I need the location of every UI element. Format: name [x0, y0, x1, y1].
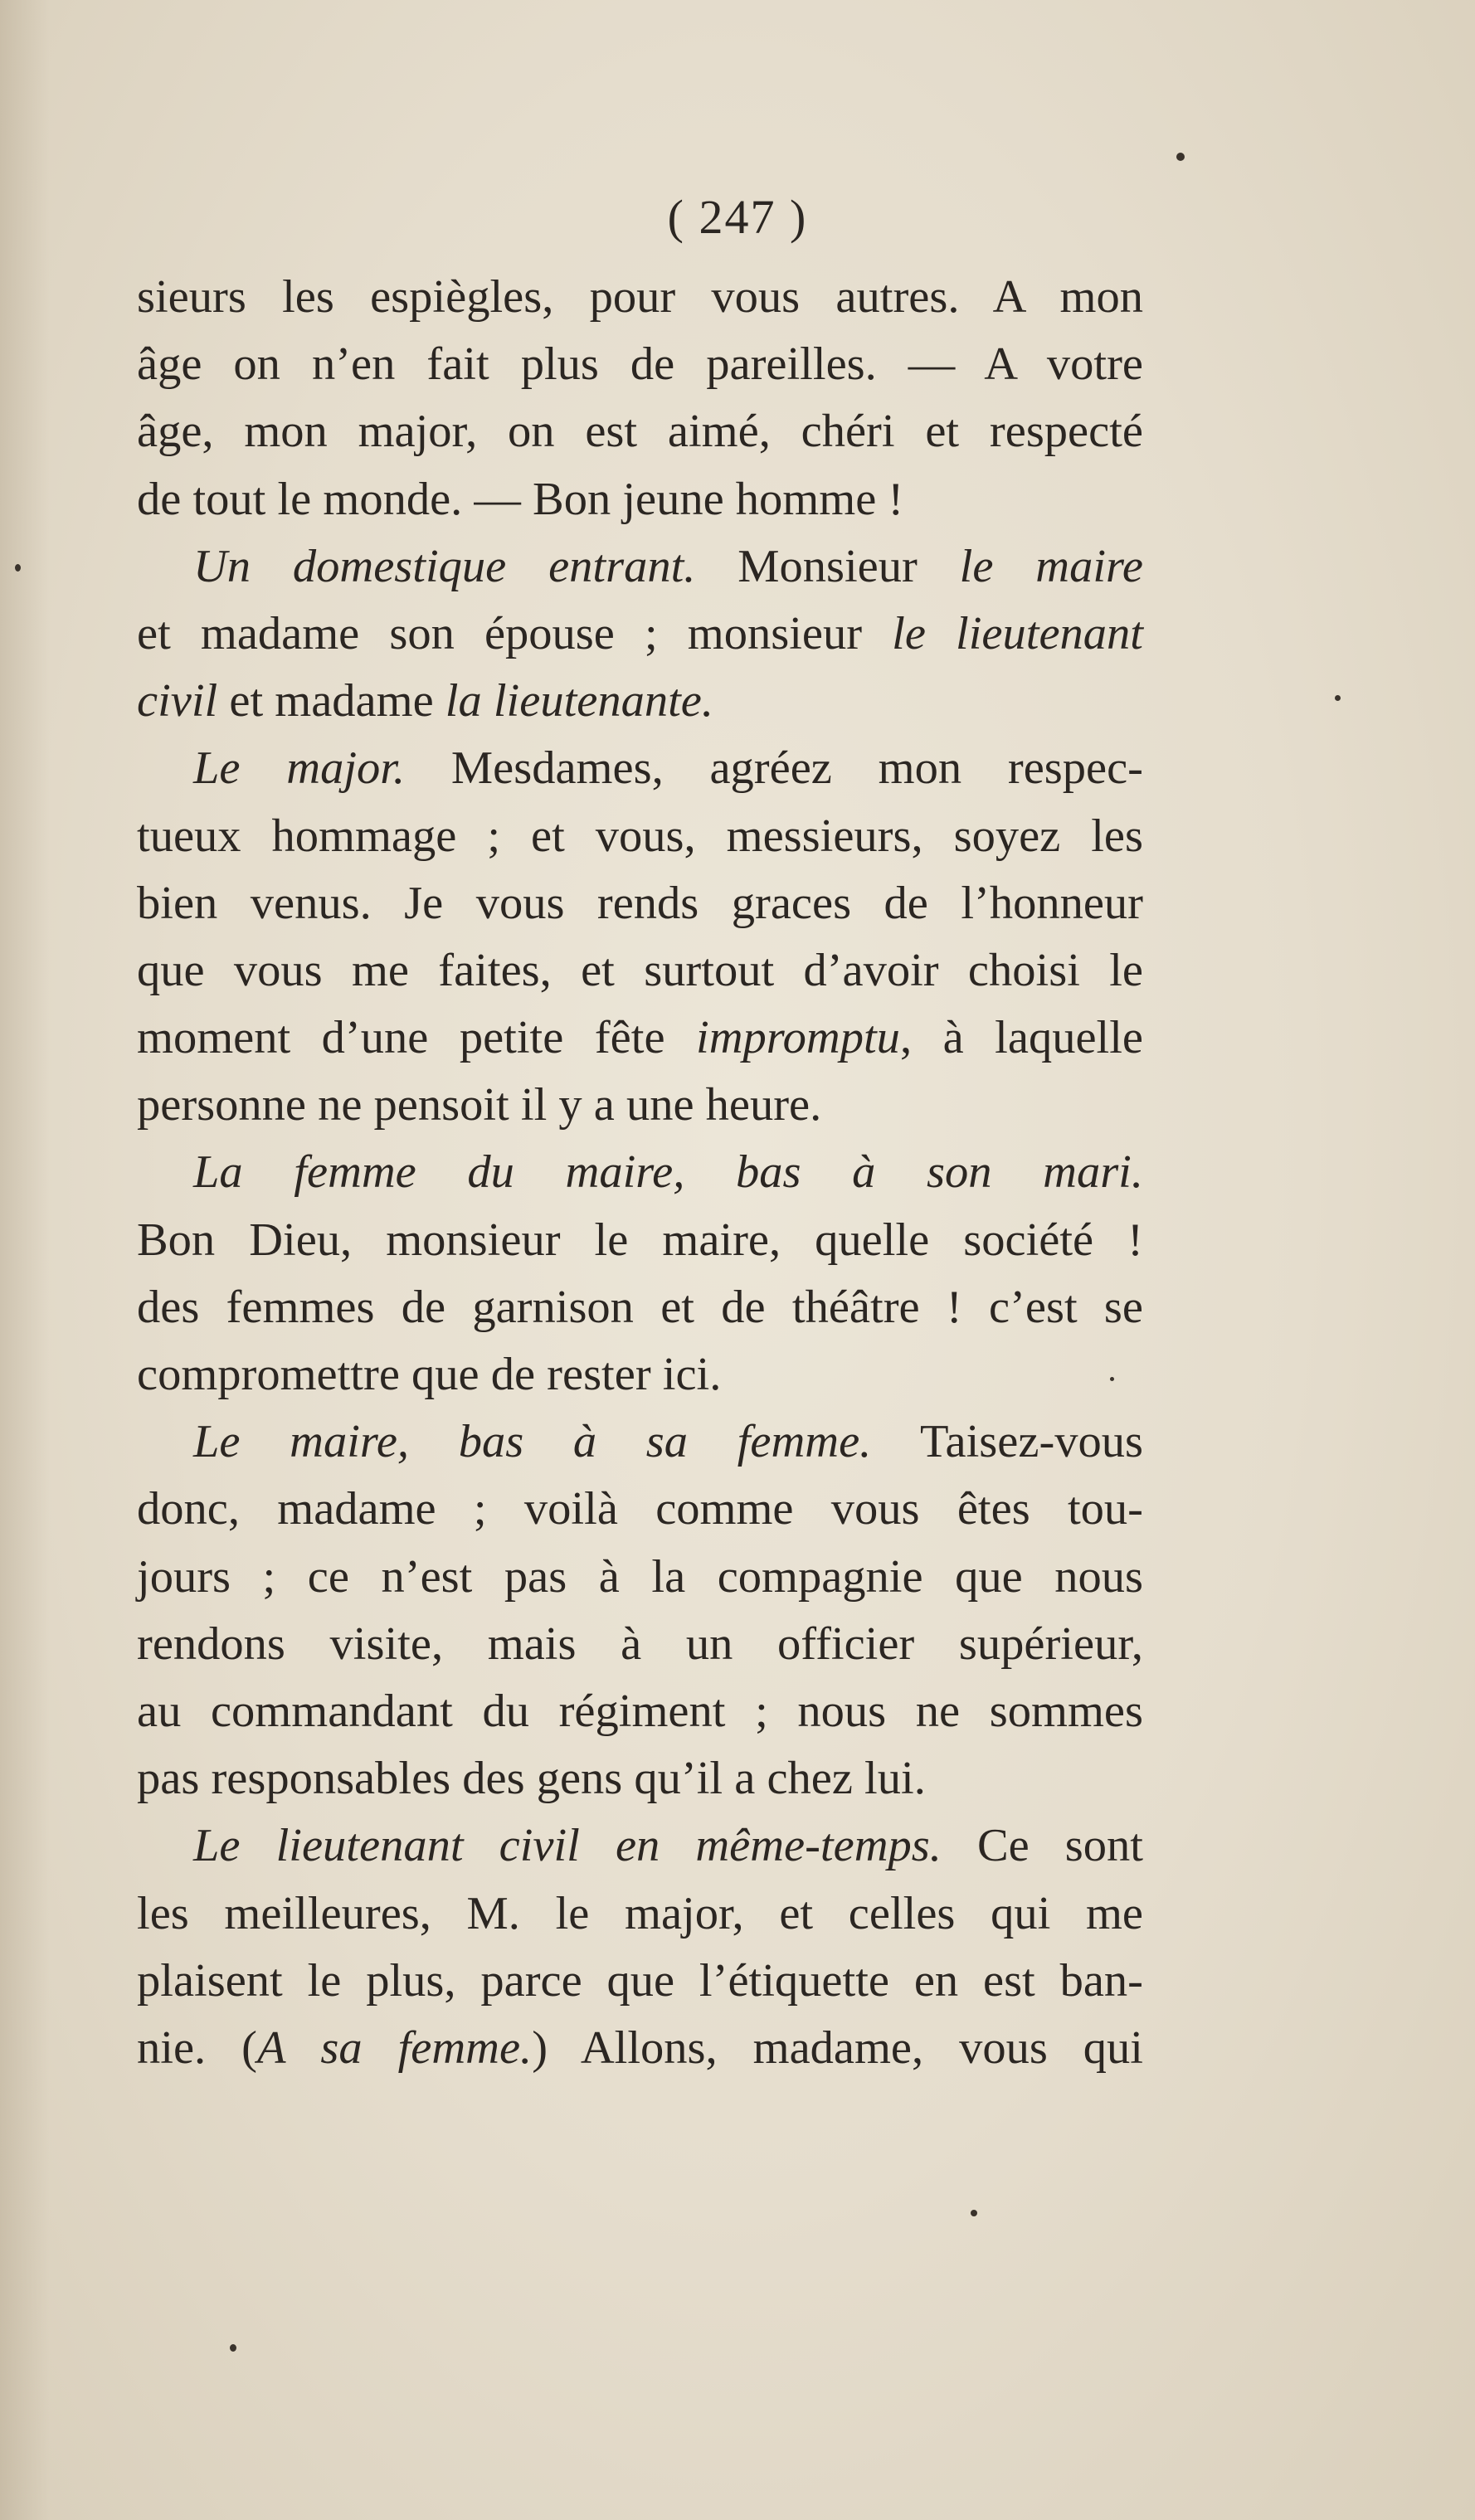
text-line	[137, 601, 1143, 668]
text-segment: Ce sont	[941, 1820, 1143, 1872]
text-segment: de tout le monde. — Bon jeune homme !	[137, 473, 904, 525]
italic-text-segment: le maire	[959, 540, 1143, 592]
text-segment: moment d’une petite fête	[137, 1012, 697, 1064]
text-line	[137, 1139, 1143, 1206]
text-line	[137, 1678, 1143, 1745]
italic-text-segment: civil	[137, 675, 218, 727]
text-segment: sieurs les espiègles, pour vous autres. A mon	[137, 271, 1143, 323]
text-line	[137, 398, 1143, 465]
text-segment: compromettre que de rester ici.	[137, 1349, 722, 1400]
page-text	[137, 264, 1143, 2082]
text-line	[137, 2015, 1143, 2082]
text-segment: Monsieur	[695, 540, 960, 592]
text-line	[137, 1341, 1143, 1408]
text-line	[137, 466, 1143, 533]
text-segment: Taisez-vous	[871, 1416, 1143, 1468]
italic-text-segment: impromptu	[696, 1012, 900, 1064]
text-segment: âge on n’en fait plus de pareilles. — A votre	[137, 338, 1143, 391]
text-segment: rendons visite, mais à un officier supérieur,	[137, 1618, 1143, 1670]
paper-speck	[1335, 695, 1341, 701]
paper-speck	[971, 2210, 977, 2216]
text-line	[137, 264, 1143, 331]
italic-text-segment: Le major.	[193, 742, 406, 795]
text-line	[137, 803, 1143, 870]
paper-speck	[1176, 153, 1185, 161]
italic-text-segment: A sa femme.	[256, 2021, 533, 2074]
text-line	[137, 1072, 1143, 1139]
text-segment: des femmes de garnison et de théâtre ! c’est se	[137, 1281, 1143, 1333]
text-line	[137, 331, 1143, 398]
text-line	[137, 1274, 1143, 1341]
text-line	[137, 1880, 1143, 1948]
text-line	[137, 1611, 1143, 1678]
text-segment: au commandant du régiment ; nous ne sommes	[137, 1685, 1143, 1737]
text-line	[137, 937, 1143, 1005]
text-line	[137, 668, 1143, 735]
text-segment: nie. (	[137, 2021, 257, 2074]
italic-text-segment: Le lieutenant civil en même-temps.	[193, 1820, 942, 1872]
paper-speck	[15, 564, 21, 572]
italic-text-segment: Le maire, bas à sa femme.	[193, 1416, 872, 1468]
text-segment: donc, madame ; voilà comme vous êtes tou-	[137, 1483, 1143, 1535]
text-segment: bien venus. Je vous rends graces de l’honneur	[137, 877, 1143, 929]
text-segment: jours ; ce n’est pas à la compagnie que nous	[137, 1550, 1143, 1603]
text-line	[137, 1476, 1143, 1543]
text-segment: et madame son épouse ; monsieur	[137, 607, 893, 659]
text-segment: Mesdames, agréez mon respec-	[405, 742, 1143, 795]
text-line	[137, 1408, 1143, 1476]
text-segment: et madame	[217, 675, 445, 727]
text-segment: que vous me faites, et surtout d’avoir choisi le	[137, 944, 1143, 996]
text-segment: Bon Dieu, monsieur le maire, quelle société !	[137, 1214, 1143, 1266]
text-line	[137, 1948, 1143, 2015]
text-segment: âge, mon major, on est aimé, chéri et respecté	[137, 406, 1143, 458]
text-line	[137, 533, 1143, 601]
text-segment: ) Allons, madame, vous qui	[532, 2021, 1143, 2074]
text-line	[137, 1745, 1143, 1812]
text-line	[137, 735, 1143, 802]
italic-text-segment: La femme du maire, bas à son mari.	[193, 1146, 1143, 1199]
text-segment: personne ne pensoit il y a une heure.	[137, 1079, 822, 1131]
text-line	[137, 870, 1143, 937]
text-segment: , à laquelle	[899, 1012, 1143, 1064]
text-segment: plaisent le plus, parce que l’étiquette en est ban-	[137, 1954, 1143, 2007]
text-segment: tueux hommage ; et vous, messieurs, soyez les	[137, 810, 1143, 862]
text-line	[137, 1207, 1143, 1274]
text-segment: pas responsables des gens qu’il a chez lui.	[137, 1753, 926, 1805]
paper-speck	[1110, 1377, 1114, 1381]
italic-text-segment: Un domestique entrant.	[193, 540, 696, 592]
text-segment: les meilleures, M. le major, et celles qui me	[137, 1887, 1143, 1939]
italic-text-segment: le lieutenant	[892, 607, 1143, 659]
text-line	[137, 1812, 1143, 1880]
italic-text-segment: la lieutenante.	[445, 675, 714, 727]
text-line	[137, 1005, 1143, 1072]
paper-speck	[230, 2344, 236, 2352]
text-line	[137, 1544, 1143, 1611]
page-number: ( 247 )	[667, 190, 808, 244]
